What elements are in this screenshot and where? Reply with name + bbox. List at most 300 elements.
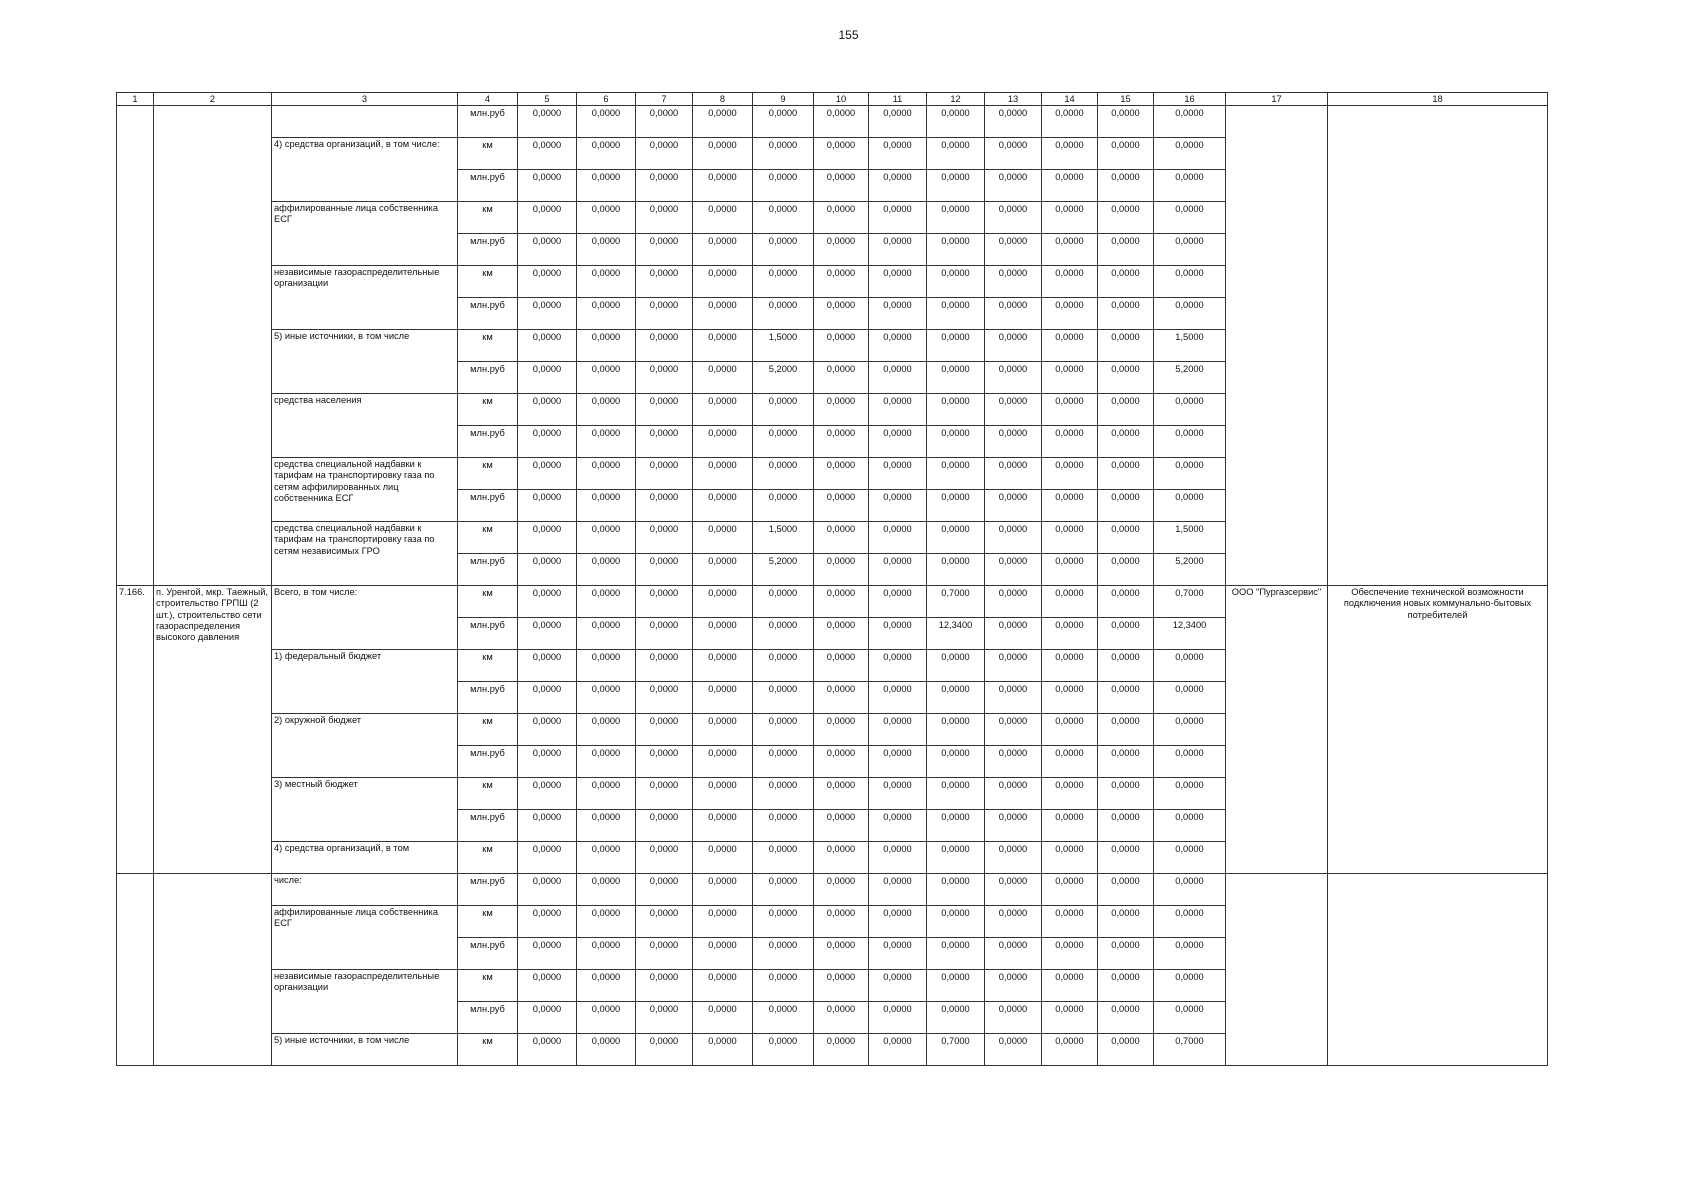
value-cell: 0,0000 [1098, 266, 1154, 298]
value-cell: 0,0000 [753, 266, 814, 298]
unit-cell: млн.руб [458, 618, 518, 650]
value-cell: 0,0000 [577, 906, 636, 938]
value-cell: 0,0000 [985, 298, 1042, 330]
value-cell: 0,0000 [1098, 298, 1154, 330]
value-cell: 0,0000 [636, 1034, 693, 1066]
value-cell: 0,0000 [1098, 810, 1154, 842]
value-cell: 0,0000 [753, 1034, 814, 1066]
value-cell: 0,0000 [985, 618, 1042, 650]
unit-cell: км [458, 266, 518, 298]
item-number-cell: 7.166. [117, 586, 154, 874]
value-cell: 0,0000 [577, 1034, 636, 1066]
funding-source-label: аффилированные лица собственника ЕСГ [272, 202, 458, 266]
value-cell: 0,0000 [1098, 938, 1154, 970]
value-cell: 1,5000 [753, 330, 814, 362]
value-cell: 0,0000 [693, 234, 753, 266]
value-cell: 0,0000 [869, 586, 927, 618]
value-cell: 0,0000 [518, 746, 577, 778]
value-cell: 0,0000 [1042, 842, 1098, 874]
funding-source-label: аффилированные лица собственника ЕСГ [272, 906, 458, 970]
value-cell: 0,0000 [814, 938, 869, 970]
value-cell: 0,0000 [985, 554, 1042, 586]
value-cell: 0,0000 [577, 362, 636, 394]
value-cell: 0,0000 [693, 554, 753, 586]
value-cell: 0,0000 [1098, 170, 1154, 202]
column-number-header: 1 [117, 93, 154, 106]
value-cell: 0,0000 [518, 650, 577, 682]
value-cell: 0,0000 [1042, 650, 1098, 682]
value-cell: 0,0000 [1042, 362, 1098, 394]
value-cell: 0,0000 [693, 874, 753, 906]
value-cell: 0,0000 [518, 170, 577, 202]
value-cell: 0,0000 [693, 682, 753, 714]
value-cell: 0,0000 [753, 170, 814, 202]
column-number-header: 18 [1328, 93, 1548, 106]
value-cell: 0,0000 [693, 490, 753, 522]
value-cell: 0,0000 [1154, 266, 1226, 298]
unit-cell: км [458, 330, 518, 362]
value-cell: 0,0000 [518, 1002, 577, 1034]
value-cell: 0,0000 [869, 650, 927, 682]
value-cell: 0,0000 [636, 810, 693, 842]
value-cell: 0,0000 [1042, 810, 1098, 842]
funding-source-label: 5) иные источники, в том числе [272, 1034, 458, 1066]
value-cell: 0,0000 [636, 106, 693, 138]
value-cell: 0,0000 [927, 170, 985, 202]
column-number-header: 17 [1226, 93, 1328, 106]
value-cell: 0,0000 [927, 1002, 985, 1034]
value-cell: 0,0000 [1098, 330, 1154, 362]
value-cell: 0,0000 [869, 106, 927, 138]
goal-cell: Обеспечение технической возможности подключения новых коммунально-бытовых потребителей [1328, 586, 1548, 874]
value-cell: 0,0000 [636, 490, 693, 522]
value-cell: 0,0000 [1042, 618, 1098, 650]
value-cell: 0,0000 [518, 362, 577, 394]
value-cell: 0,0000 [814, 298, 869, 330]
column-number-header: 5 [518, 93, 577, 106]
value-cell: 0,0000 [869, 682, 927, 714]
value-cell: 0,0000 [636, 842, 693, 874]
value-cell: 0,0000 [927, 394, 985, 426]
value-cell: 0,0000 [1098, 1034, 1154, 1066]
value-cell: 0,0000 [518, 106, 577, 138]
value-cell: 0,0000 [636, 458, 693, 490]
value-cell: 0,0000 [518, 202, 577, 234]
value-cell: 0,0000 [636, 906, 693, 938]
value-cell: 0,0000 [1154, 682, 1226, 714]
unit-cell: млн.руб [458, 298, 518, 330]
item-number-cell [117, 106, 154, 586]
unit-cell: млн.руб [458, 106, 518, 138]
value-cell: 0,0000 [927, 746, 985, 778]
value-cell: 0,0000 [518, 874, 577, 906]
goal-cell [1328, 106, 1548, 586]
value-cell: 0,0000 [814, 330, 869, 362]
unit-cell: млн.руб [458, 746, 518, 778]
unit-cell: млн.руб [458, 938, 518, 970]
value-cell: 0,0000 [1098, 906, 1154, 938]
value-cell: 5,2000 [753, 554, 814, 586]
value-cell: 0,0000 [869, 362, 927, 394]
value-cell: 0,0000 [869, 778, 927, 810]
value-cell: 0,0000 [577, 586, 636, 618]
value-cell: 0,0000 [636, 1002, 693, 1034]
value-cell: 0,0000 [518, 970, 577, 1002]
value-cell: 0,0000 [753, 714, 814, 746]
value-cell: 0,0000 [577, 938, 636, 970]
value-cell: 0,0000 [1098, 138, 1154, 170]
value-cell: 0,0000 [693, 170, 753, 202]
executor-cell: ООО "Пургазсервис" [1226, 586, 1328, 874]
value-cell: 0,0000 [1154, 778, 1226, 810]
unit-cell: км [458, 138, 518, 170]
value-cell: 0,0000 [814, 650, 869, 682]
value-cell: 0,0000 [753, 778, 814, 810]
value-cell: 0,0000 [1098, 522, 1154, 554]
value-cell: 0,0000 [577, 970, 636, 1002]
value-cell: 0,0000 [636, 426, 693, 458]
value-cell: 0,0000 [869, 330, 927, 362]
value-cell: 0,0000 [636, 138, 693, 170]
value-cell: 0,0000 [1154, 1002, 1226, 1034]
value-cell: 0,0000 [927, 810, 985, 842]
value-cell: 0,0000 [1154, 234, 1226, 266]
unit-cell: км [458, 202, 518, 234]
value-cell: 0,0000 [577, 266, 636, 298]
value-cell: 0,0000 [869, 938, 927, 970]
value-cell: 0,0000 [927, 458, 985, 490]
value-cell: 0,0000 [753, 906, 814, 938]
value-cell: 0,0000 [636, 682, 693, 714]
value-cell: 0,0000 [1098, 682, 1154, 714]
value-cell: 0,0000 [985, 202, 1042, 234]
value-cell: 0,0000 [1154, 490, 1226, 522]
value-cell: 0,0000 [753, 874, 814, 906]
value-cell: 0,7000 [927, 1034, 985, 1066]
value-cell: 0,0000 [869, 138, 927, 170]
value-cell: 0,0000 [577, 842, 636, 874]
value-cell: 0,0000 [753, 938, 814, 970]
column-number-header: 16 [1154, 93, 1226, 106]
value-cell: 0,0000 [1098, 970, 1154, 1002]
value-cell: 0,0000 [985, 874, 1042, 906]
value-cell: 0,0000 [753, 650, 814, 682]
value-cell: 0,0000 [869, 490, 927, 522]
value-cell: 0,0000 [927, 714, 985, 746]
value-cell: 0,0000 [1154, 714, 1226, 746]
object-name-cell: п. Уренгой, мкр. Таежный, строительство ГРПШ (2 шт.), строительство сети газораспределения высокого давления [154, 586, 272, 874]
value-cell: 0,0000 [814, 842, 869, 874]
value-cell: 0,0000 [927, 938, 985, 970]
value-cell: 0,0000 [1154, 746, 1226, 778]
value-cell: 1,5000 [1154, 330, 1226, 362]
value-cell: 0,0000 [869, 458, 927, 490]
funding-source-label: средства специальной надбавки к тарифам на транспортировку газа по сетям аффилированных лиц собственника ЕСГ [272, 458, 458, 522]
value-cell: 0,0000 [1042, 394, 1098, 426]
unit-cell: км [458, 970, 518, 1002]
value-cell: 0,0000 [927, 426, 985, 458]
value-cell: 0,0000 [693, 746, 753, 778]
value-cell: 0,0000 [1042, 330, 1098, 362]
value-cell: 0,0000 [518, 842, 577, 874]
value-cell: 0,0000 [814, 234, 869, 266]
value-cell: 0,0000 [1042, 170, 1098, 202]
value-cell: 0,0000 [1042, 138, 1098, 170]
value-cell: 0,0000 [985, 490, 1042, 522]
value-cell: 0,0000 [814, 586, 869, 618]
value-cell: 0,0000 [753, 682, 814, 714]
value-cell: 0,0000 [518, 522, 577, 554]
unit-cell: км [458, 394, 518, 426]
value-cell: 0,0000 [927, 778, 985, 810]
value-cell: 0,0000 [518, 298, 577, 330]
value-cell: 0,0000 [636, 266, 693, 298]
unit-cell: млн.руб [458, 810, 518, 842]
value-cell: 0,0000 [518, 266, 577, 298]
value-cell: 1,5000 [753, 522, 814, 554]
value-cell: 0,0000 [693, 938, 753, 970]
value-cell: 0,0000 [985, 266, 1042, 298]
value-cell: 0,0000 [753, 138, 814, 170]
value-cell: 0,0000 [985, 234, 1042, 266]
value-cell: 0,0000 [636, 554, 693, 586]
value-cell: 0,0000 [1042, 522, 1098, 554]
value-cell: 0,0000 [927, 970, 985, 1002]
funding-source-label: 1) федеральный бюджет [272, 650, 458, 714]
value-cell: 0,0000 [636, 586, 693, 618]
value-cell: 0,0000 [1042, 682, 1098, 714]
value-cell: 0,0000 [869, 714, 927, 746]
value-cell: 0,0000 [518, 810, 577, 842]
value-cell: 0,0000 [927, 490, 985, 522]
value-cell: 0,0000 [1154, 906, 1226, 938]
value-cell: 0,0000 [1154, 970, 1226, 1002]
value-cell: 0,0000 [577, 522, 636, 554]
value-cell: 0,0000 [927, 522, 985, 554]
value-cell: 0,0000 [636, 330, 693, 362]
value-cell: 5,2000 [1154, 362, 1226, 394]
value-cell: 0,0000 [927, 106, 985, 138]
value-cell: 0,0000 [577, 650, 636, 682]
unit-cell: млн.руб [458, 426, 518, 458]
value-cell: 0,0000 [814, 138, 869, 170]
funding-source-label: 2) окружной бюджет [272, 714, 458, 778]
value-cell: 0,0000 [814, 106, 869, 138]
funding-source-label: средства населения [272, 394, 458, 458]
value-cell: 0,0000 [577, 330, 636, 362]
value-cell: 0,0000 [814, 1034, 869, 1066]
value-cell: 0,0000 [985, 810, 1042, 842]
value-cell: 0,0000 [814, 266, 869, 298]
value-cell: 0,0000 [1042, 106, 1098, 138]
value-cell: 0,0000 [1098, 234, 1154, 266]
executor-cell [1226, 874, 1328, 1066]
column-number-header: 10 [814, 93, 869, 106]
value-cell: 0,0000 [577, 618, 636, 650]
funding-source-label: независимые газораспределительные организации [272, 970, 458, 1034]
funding-source-label: 3) местный бюджет [272, 778, 458, 842]
executor-cell [1226, 106, 1328, 586]
unit-cell: км [458, 586, 518, 618]
value-cell: 0,0000 [577, 138, 636, 170]
column-number-header: 13 [985, 93, 1042, 106]
value-cell: 0,0000 [814, 746, 869, 778]
goal-cell [1328, 874, 1548, 1066]
value-cell: 0,0000 [693, 1002, 753, 1034]
value-cell: 0,0000 [753, 810, 814, 842]
unit-cell: млн.руб [458, 170, 518, 202]
value-cell: 0,0000 [693, 650, 753, 682]
unit-cell: км [458, 458, 518, 490]
funding-source-label [272, 106, 458, 138]
value-cell: 0,0000 [636, 202, 693, 234]
value-cell: 0,0000 [693, 522, 753, 554]
value-cell: 0,0000 [518, 586, 577, 618]
value-cell: 0,0000 [577, 458, 636, 490]
column-number-header: 2 [154, 93, 272, 106]
value-cell: 0,0000 [518, 554, 577, 586]
value-cell: 0,0000 [869, 1002, 927, 1034]
value-cell: 0,0000 [1042, 906, 1098, 938]
funding-source-label: числе: [272, 874, 458, 906]
value-cell: 0,0000 [1098, 458, 1154, 490]
column-number-header: 11 [869, 93, 927, 106]
unit-cell: млн.руб [458, 234, 518, 266]
value-cell: 0,0000 [518, 234, 577, 266]
value-cell: 0,0000 [693, 330, 753, 362]
value-cell: 0,0000 [577, 810, 636, 842]
value-cell: 0,0000 [753, 106, 814, 138]
value-cell: 0,0000 [985, 426, 1042, 458]
value-cell: 0,0000 [985, 906, 1042, 938]
value-cell: 0,0000 [693, 458, 753, 490]
value-cell: 0,0000 [693, 618, 753, 650]
value-cell: 0,0000 [1098, 554, 1154, 586]
value-cell: 0,0000 [518, 778, 577, 810]
column-number-header: 8 [693, 93, 753, 106]
value-cell: 0,0000 [985, 842, 1042, 874]
value-cell: 0,0000 [1042, 554, 1098, 586]
value-cell: 0,0000 [985, 394, 1042, 426]
value-cell: 0,0000 [1042, 1034, 1098, 1066]
value-cell: 0,0000 [1042, 778, 1098, 810]
value-cell: 0,0000 [753, 426, 814, 458]
value-cell: 0,0000 [636, 650, 693, 682]
investment-table-container [116, 92, 1548, 1066]
value-cell: 0,0000 [985, 938, 1042, 970]
value-cell: 0,0000 [985, 714, 1042, 746]
value-cell: 0,0000 [869, 970, 927, 1002]
table-row [117, 874, 1548, 906]
value-cell: 0,0000 [927, 234, 985, 266]
value-cell: 12,3400 [927, 618, 985, 650]
value-cell: 0,0000 [577, 298, 636, 330]
column-number-header: 14 [1042, 93, 1098, 106]
value-cell: 0,0000 [814, 778, 869, 810]
value-cell: 0,0000 [636, 170, 693, 202]
value-cell: 0,0000 [753, 618, 814, 650]
value-cell: 0,0000 [985, 970, 1042, 1002]
value-cell: 0,0000 [1154, 170, 1226, 202]
value-cell: 0,0000 [985, 778, 1042, 810]
table-body [117, 106, 1548, 1066]
value-cell: 0,0000 [518, 682, 577, 714]
value-cell: 0,0000 [927, 138, 985, 170]
value-cell: 0,0000 [814, 362, 869, 394]
value-cell: 0,0000 [1154, 138, 1226, 170]
value-cell: 0,0000 [1042, 266, 1098, 298]
value-cell: 0,0000 [753, 586, 814, 618]
value-cell: 0,0000 [636, 874, 693, 906]
value-cell: 0,0000 [1154, 394, 1226, 426]
value-cell: 0,0000 [1098, 874, 1154, 906]
value-cell: 0,0000 [1154, 650, 1226, 682]
value-cell: 0,0000 [985, 138, 1042, 170]
value-cell: 1,5000 [1154, 522, 1226, 554]
value-cell: 0,0000 [518, 330, 577, 362]
value-cell: 0,0000 [869, 618, 927, 650]
value-cell: 0,0000 [1042, 938, 1098, 970]
value-cell: 0,0000 [814, 618, 869, 650]
object-name-cell [154, 106, 272, 586]
unit-cell: км [458, 778, 518, 810]
value-cell: 0,0000 [869, 810, 927, 842]
value-cell: 0,0000 [869, 426, 927, 458]
value-cell: 0,0000 [753, 458, 814, 490]
value-cell: 0,0000 [1154, 202, 1226, 234]
value-cell: 0,0000 [814, 490, 869, 522]
column-number-header: 3 [272, 93, 458, 106]
value-cell: 0,0000 [814, 426, 869, 458]
value-cell: 0,0000 [869, 842, 927, 874]
value-cell: 0,0000 [814, 394, 869, 426]
value-cell: 0,0000 [869, 554, 927, 586]
value-cell: 0,0000 [636, 234, 693, 266]
value-cell: 0,0000 [577, 874, 636, 906]
value-cell: 0,0000 [693, 970, 753, 1002]
value-cell: 0,0000 [518, 138, 577, 170]
value-cell: 0,0000 [1042, 490, 1098, 522]
value-cell: 0,0000 [693, 202, 753, 234]
value-cell: 0,0000 [693, 426, 753, 458]
value-cell: 0,0000 [814, 554, 869, 586]
value-cell: 0,0000 [927, 650, 985, 682]
value-cell: 0,0000 [518, 906, 577, 938]
value-cell: 0,0000 [577, 682, 636, 714]
value-cell: 0,0000 [1042, 586, 1098, 618]
object-name-cell [154, 874, 272, 1066]
unit-cell: млн.руб [458, 362, 518, 394]
value-cell: 0,0000 [1098, 202, 1154, 234]
table-row [117, 106, 1548, 138]
value-cell: 0,0000 [1098, 618, 1154, 650]
funding-source-label: 5) иные источники, в том числе [272, 330, 458, 394]
unit-cell: км [458, 1034, 518, 1066]
value-cell: 0,0000 [814, 682, 869, 714]
value-cell: 0,0000 [1098, 650, 1154, 682]
value-cell: 0,0000 [636, 970, 693, 1002]
value-cell: 0,0000 [577, 234, 636, 266]
value-cell: 0,0000 [869, 266, 927, 298]
unit-cell: км [458, 906, 518, 938]
value-cell: 0,0000 [1042, 874, 1098, 906]
funding-source-label: Всего, в том числе: [272, 586, 458, 650]
value-cell: 0,0000 [1042, 746, 1098, 778]
value-cell: 0,0000 [1154, 842, 1226, 874]
value-cell: 0,0000 [814, 714, 869, 746]
value-cell: 0,0000 [1154, 810, 1226, 842]
value-cell: 0,0000 [869, 202, 927, 234]
